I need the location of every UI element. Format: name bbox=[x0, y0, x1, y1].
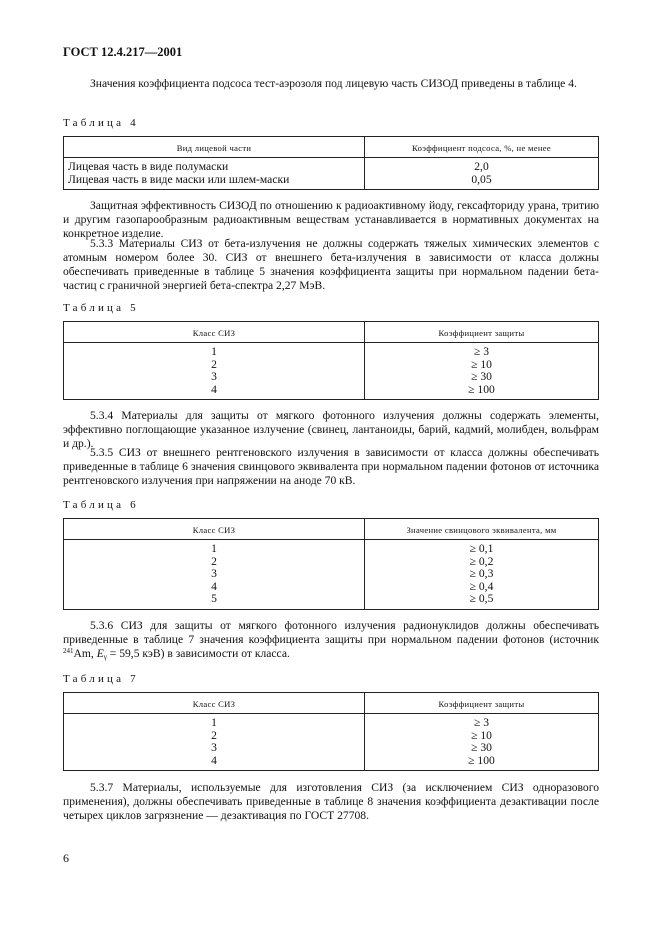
table6-col2-cell bbox=[365, 540, 599, 610]
table5-col2-cell bbox=[365, 343, 599, 400]
paragraph-5-3-3: 5.3.3 Материалы СИЗ от бета-излучения не должны содержать тяжелых химических элементов с атомным номером более 30. СИЗ от внешнего бета-излучения в зависимости от класса должны обеспечивать приведенные в таблице 5 значения коэффициента защиты при нормальном падении бета-частиц с граничной энергией бета-спектра 2,27 МэВ. bbox=[63, 237, 599, 292]
table7-row3-col2: ≥ 30 bbox=[471, 741, 492, 755]
isotope-mass-number: 241 bbox=[63, 647, 74, 655]
table6-col1-cell bbox=[64, 540, 365, 610]
page-number: 6 bbox=[63, 851, 69, 865]
table4-col1-cell bbox=[64, 158, 365, 190]
table6-row3-col1: 3 bbox=[211, 567, 217, 581]
table6-row2-col1: 2 bbox=[211, 554, 217, 568]
table6-caption: Таблица 6 bbox=[63, 499, 139, 511]
table5-col1-cell bbox=[64, 343, 365, 400]
table5-caption: Таблица 5 bbox=[63, 302, 139, 314]
table6-row5-col2: ≥ 0,5 bbox=[469, 592, 494, 606]
paragraph-intro: Значения коэффициента подсоса тест-аэрозоля под лицевую часть СИЗОД приведены в таблице 4. bbox=[90, 77, 577, 90]
table6-row5-col1: 5 bbox=[211, 592, 217, 606]
table5-row3-col2: ≥ 30 bbox=[471, 370, 492, 384]
table5-row2-col2: ≥ 10 bbox=[471, 357, 492, 371]
table4-row1-col1: Лицевая часть в виде полумаски bbox=[68, 160, 229, 173]
table7-header-col2: Коэффициент защиты bbox=[365, 693, 599, 714]
table5-row4-col1: 4 bbox=[211, 382, 217, 396]
table5-row2-col1: 2 bbox=[211, 357, 217, 371]
table4-row2-col2: 0,05 bbox=[471, 172, 492, 186]
table7-row1-col2: ≥ 3 bbox=[473, 716, 490, 729]
paragraph-5-3-5: 5.3.5 СИЗ от внешнего рентгеновского излучения в зависимости от класса должны обеспечивать приведенные в таблице 6 значения свинцового эквивалента при нормальном падении фотонов от источника рентгеновского излучения при напряжении на аноде 70 кВ. bbox=[63, 446, 599, 487]
energy-symbol: E bbox=[96, 647, 104, 660]
paragraph-5-3-6-part2: = 59,5 кэВ) в зависимости от класса. bbox=[106, 647, 290, 660]
table5-row1-col1: 1 bbox=[211, 345, 217, 358]
table5-header-col2: Коэффициент защиты bbox=[365, 322, 599, 343]
table4 bbox=[63, 136, 599, 190]
table4-header-col1: Вид лицевой части bbox=[64, 137, 365, 158]
table4-row2-col1: Лицевая часть в виде маски или шлем-маски bbox=[68, 172, 290, 186]
table7-header-col1: Класс СИЗ bbox=[64, 693, 365, 714]
table6-row4-col2: ≥ 0,4 bbox=[469, 579, 494, 593]
table6-row3-col2: ≥ 0,3 bbox=[469, 567, 494, 581]
paragraph-protection: Защитная эффективность СИЗОД по отношению к радиоактивному йоду, гексафториду урана, тритию и другим газопарообразным радиоактивным веществам устанавливается в нормативных документах на конкретное изделие. bbox=[63, 199, 599, 240]
table7-row1-col1: 1 bbox=[211, 716, 217, 729]
table6-row4-col1: 4 bbox=[211, 579, 217, 593]
table5-row1-col2: ≥ 3 bbox=[473, 345, 490, 358]
table6-row1-col1: 1 bbox=[211, 542, 217, 555]
table7-row4-col1: 4 bbox=[211, 753, 217, 767]
table5-header-col1: Класс СИЗ bbox=[64, 322, 365, 343]
table4-col2-cell bbox=[365, 158, 599, 190]
paragraph-5-3-6 bbox=[63, 619, 599, 661]
table7-col1-cell bbox=[64, 714, 365, 771]
table6-header-col2: Значение свинцового эквивалента, мм bbox=[365, 519, 599, 540]
table7-row3-col1: 3 bbox=[211, 741, 217, 755]
table6-row1-col2: ≥ 0,1 bbox=[469, 542, 494, 555]
table7-row2-col1: 2 bbox=[211, 728, 217, 742]
table6 bbox=[63, 518, 599, 610]
table7-caption: Таблица 7 bbox=[63, 673, 139, 685]
paragraph-5-3-6-part1: 5.3.6 СИЗ для защиты от мягкого фотонного излучения радионуклидов должны обеспечивать приведенные в таблице 7 значения коэффициента защиты при нормальном падении фотонов (источник bbox=[63, 619, 599, 646]
table5 bbox=[63, 321, 599, 400]
table5-row3-col1: 3 bbox=[211, 370, 217, 384]
document-header: ГОСТ 12.4.217—2001 bbox=[63, 45, 183, 59]
table4-header-col2: Коэффициент подсоса, %, не менее bbox=[365, 137, 599, 158]
isotope-symbol: Am, bbox=[73, 647, 97, 660]
energy-subscript: γ bbox=[103, 653, 107, 661]
table6-row2-col2: ≥ 0,2 bbox=[469, 554, 494, 568]
table7-row2-col2: ≥ 10 bbox=[471, 728, 492, 742]
table7-col2-cell bbox=[365, 714, 599, 771]
table6-header-col1: Класс СИЗ bbox=[64, 519, 365, 540]
paragraph-5-3-4: 5.3.4 Материалы для защиты от мягкого фотонного излучения должны содержать элементы, эффективно поглощающие указанное излучение (свинец, лантаноиды, барий, кадмий, молибден, вольфрам и др.). bbox=[63, 409, 599, 450]
table4-caption: Таблица 4 bbox=[63, 117, 139, 129]
table7 bbox=[63, 692, 599, 771]
paragraph-5-3-7: 5.3.7 Материалы, используемые для изготовления СИЗ (за исключением СИЗ одноразового применения), должны обеспечивать приведенные в таблице 8 значения коэффициента дезактивации после четырех циклов загрязнение — дезактивация по ГОСТ 27708. bbox=[63, 781, 599, 822]
table7-row4-col2: ≥ 100 bbox=[468, 753, 495, 767]
table4-row1-col2: 2,0 bbox=[474, 160, 489, 173]
table5-row4-col2: ≥ 100 bbox=[468, 382, 495, 396]
